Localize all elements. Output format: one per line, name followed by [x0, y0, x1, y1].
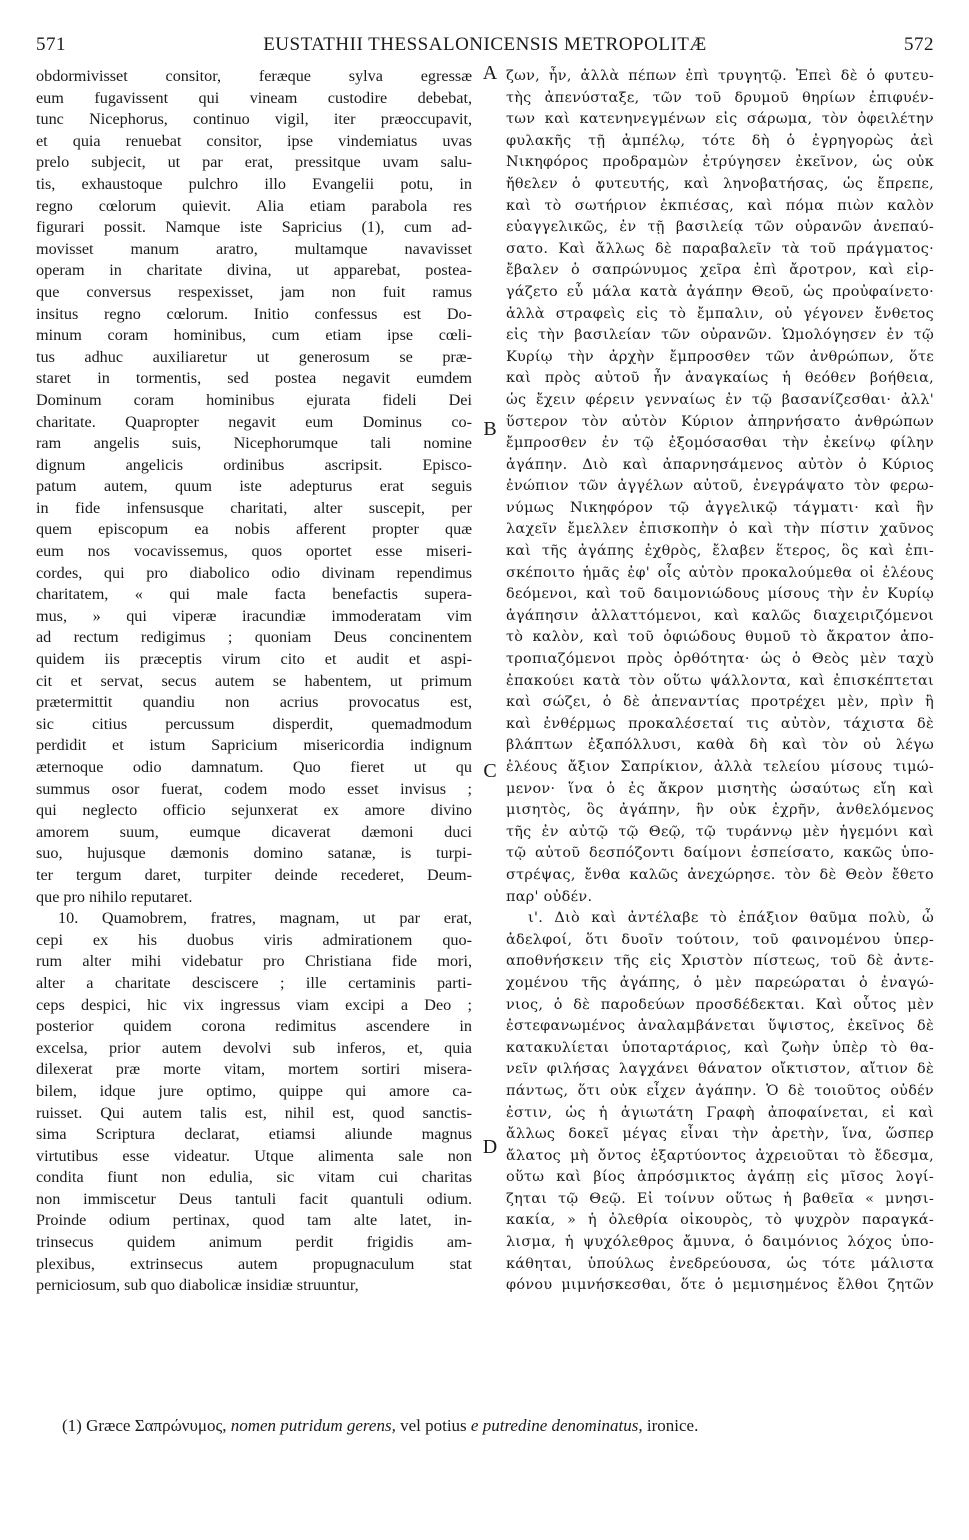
text-line: ζηται τῷ Θεῷ. Εἰ τοίνυν οὕτως ἡ βαθεῖα « μνησι- [506, 1190, 934, 1207]
page-number-right: 572 [904, 34, 934, 55]
text-line: posterior quidem corona redimitus ascendere in [36, 1017, 472, 1036]
text-line: alter a charitate desciscere ; ille certaminis parti- [36, 973, 472, 992]
text-line: τὴς ἀπενύσταξε, τῶν τοῦ δρυμοῦ θηρίων ἐπιφυέν- [506, 89, 934, 106]
text-line: insitus regno cœlorum. Initio confessus est Do- [36, 304, 472, 323]
margin-letter-c: C [483, 760, 497, 782]
text-line: καὶ τὸ σωτήριον ἐκπιέσας, καὶ πόμα πιὼν καλὸν [506, 197, 934, 214]
text-line: ζων, ἦν, ἀλλὰ πέπων ἐπὶ τρυγητῷ. Ἐπεὶ δὲ ὁ φυτευ- [506, 68, 934, 84]
text-line: μενον· ἵνα ὁ ἐς ἄκρον μισητὴς ὡσαύτως εἴη καὶ [506, 780, 934, 797]
text-line: κακία, » ἡ ὀλεθρία οἰκουρὸς, τὸ ψυχρὸν παραγκά- [506, 1212, 934, 1229]
text-line: εὐαγγελικῶς, ἐν τῇ βασιλείᾳ τῶν οὐρανῶν ἀνεπαύ- [506, 219, 934, 236]
text-line: summus osor fuerat, codem modo esset invisus ; [36, 779, 472, 798]
text-line: plexibus, extrinsecus autem propugnaculum stat [36, 1254, 472, 1273]
text-line: ἀγάπησιν ἀλλαττόμενοι, καὶ καλῶς διαχειριζόμενοι [506, 607, 934, 624]
text-line: μισητὸς, ὃς ἀγάπην, ἣν οὐκ ἐχρῆν, ἀνθελόμενος [506, 802, 934, 819]
text-line: πάντως, ὅτι οὐκ εἶχεν ἀγάπην. Ὁ δὲ τοιοῦτος οὐδέν [506, 1082, 934, 1099]
text-line: τῷ αὐτοῦ δεσπόζοντι δαίμονι ἐσπείσατο, κακῶς ὑπο- [506, 845, 934, 862]
text-line: ἐστιν, ὡς ἡ ἁγιωτάτη Γραφὴ ἀποφαίνεται, εἰ καὶ [506, 1104, 934, 1121]
text-line: eum nos vocavissemus, quos oportet esse miseri- [36, 542, 472, 561]
text-line: perniciosum, sub quo diabolicæ insidiæ struuntur, [36, 1276, 359, 1295]
text-line: παρ' οὐδέν. [506, 888, 593, 905]
text-line: figurari possit. Namque iste Sapricius (1), cum ad- [36, 218, 472, 237]
text-line: qui neglecto officio sejunxerat ex amore divino [36, 801, 472, 820]
text-line: virtutibus esse videatur. Utque alimenta sale non [36, 1146, 472, 1165]
text-line: νιος, ὁ δὲ παροδεύων προσδέδεκται. Καὶ οὗτος μὲν [506, 996, 934, 1013]
text-line: ἔμπροσθεν ἐν τῷ ἐξομόσασθαι τὴν ἐκείνῳ φίλην [506, 435, 934, 452]
text-line: τῆς ἐν αὐτῷ τῷ Θεῷ, τῷ τυράννῳ μὲν ἡγεμόνι καὶ [506, 823, 934, 840]
footnote [62, 1416, 922, 1436]
text-line: νεῖν φιλήσας λαγχάνει θάνατον οἴκτιστον, αἴτιον δὲ [506, 1061, 934, 1078]
text-line: ἀγάπην. Διὸ καὶ ἀπαρνησάμενος αὐτὸν ὁ Κύριος [506, 456, 934, 473]
text-line: amorem suum, eumque dicaverat dæmoni duci [36, 822, 472, 841]
text-line: ceps despici, hic vix ingressus viam excipi a Deo ; [36, 995, 472, 1014]
text-line: patum autem, quum iste adepturus erat seguis [36, 477, 472, 496]
text-line: obdormivisset consitor, feræque sylva egressæ [36, 67, 472, 85]
text-line: quem episcopum ea nobis afferent propter quæ [36, 520, 472, 539]
text-line: ἐνώπιον τῶν ἀγγέλων αὐτοῦ, ἐνεγράψατο τὸν φερω- [506, 478, 934, 495]
text-line: charitate. Quapropter negavit eum Dominus co- [36, 412, 472, 431]
text-line: ἀλλὰ στραφεὶς εἰς τὸ ἔμπαλιν, οὐ γέγονεν ἔνθετος [506, 305, 934, 322]
text-line: et quia renuebat consitor, ipse vindemiatus uvas [36, 131, 472, 150]
text-line: tus adhuc auxiliaretur ut generosum se præ- [36, 347, 472, 366]
page-number-left: 571 [36, 34, 66, 55]
text-line: φόνου μιμνήσκεσθαι, ὅτε ὁ μεμισημένος ἔλθοι ζητῶν [506, 1277, 934, 1294]
footnote-marker: (1) Græce [62, 1416, 131, 1435]
text-line: excelsa, prior autem devolvi sub inferos, et, quia [36, 1038, 472, 1057]
text-line: τὸ καλὸν, καὶ τοῦ ὀφιώδους θυμοῦ τὸ ἄκρατον ἀπο- [506, 629, 934, 646]
text-line: λισμα, ἡ ψυχόλεθρος ἄμυνα, ὁ δαιμόνιος λόχος ὑπο- [506, 1234, 934, 1251]
text-line: ἤθελεν ὁ φυτευτής, καὶ ληνοβατήσας, ὡς ἔπρεπε, [506, 175, 934, 192]
text-line: στρέψας, ἔνθα καλῶς ἀνεχώρησε. τὸν δὲ Θεὸν ἔθετο [506, 866, 934, 883]
text-line: ι'. Διὸ καὶ ἀντέλαβε τὸ ἐπάξιον θαῦμα πολὺ, ὦ [528, 910, 934, 927]
text-line: καὶ σώζει, ὁ δὲ ἀπεναντίας προτρέχει μὲν, πρὶν ἢ [506, 694, 934, 711]
text-line: prætermittit quandiu non acrius provocatus est, [36, 693, 472, 712]
text-line: φυλακῆς τῇ ἀμπέλῳ, τότε δὴ ὁ ἐγρηγορὼς ἀεὶ [506, 132, 934, 149]
text-line: βλάπτων ἐξαπόλλυσι, καθὰ δὴ καὶ τὸν οὐ λέγω [506, 737, 934, 754]
text-line: ram angelis suis, Nicephorumque tali nomine [36, 434, 472, 453]
running-header [36, 34, 934, 60]
text-line: καὶ ἐνθέρμως προκαλέσεταί τις αὐτὸν, τάχιστα δὲ [506, 715, 934, 732]
text-line: bilem, idque jure optimo, quippe qui amore ca- [36, 1081, 472, 1100]
text-line: σκέποιτο ἡμᾶς ἐφ' οἷς αὐτὸν προκαλούμεθα οἱ ἐλέους [506, 564, 934, 581]
text-line: αποθνήσκειν τῆς εἰς Χριστὸν πίστεως, τοῦ δὲ ἀντε- [506, 953, 934, 970]
greek-column [506, 66, 934, 1386]
text-line: ἄλατος μὴ ὄντος ἐξαρτύοντος ἀχρειοῦται τὸ ἔδεσμα, [506, 1147, 934, 1164]
latin-column [36, 66, 472, 1386]
text-line: ἐπακούει κατὰ τὸν οὕτω ψάλλοντα, καὶ ἐπισκέπτεται [506, 672, 934, 689]
text-line: cit et servat, secus autem se habentem, ut primum [36, 671, 472, 690]
text-line: prelo subjecit, ut par erat, pressitque uvam salu- [36, 153, 472, 172]
text-line: æternoque odio damnatum. Quo fieret ut qu [36, 758, 472, 776]
text-line: ter tergum daret, turpiter deinde recederet, Deum- [36, 865, 472, 884]
text-line: perdidit et istum Sapricium misericordia indignum [36, 736, 472, 755]
text-line: tunc Nicephorus, continuo vigil, iter præoccupavit, [36, 110, 472, 129]
text-line: mus, » qui viperæ iracundiæ immoderatam vim [36, 606, 472, 625]
text-line: 10. Quamobrem, fratres, magnam, ut par erat, [58, 909, 472, 928]
text-line: Proinde odium pertinax, quod tam alte latet, in- [36, 1211, 472, 1230]
text-line: non immiscetur Deus tantuli facit quantuli odium. [36, 1189, 472, 1208]
text-line: ἀδελφοί, ὅτι δυοῖν τούτοιν, τοῦ φαινομένου ὑπερ- [506, 931, 934, 948]
text-line: ἐλέους ἄξιον Σαπρίκιον, ἀλλὰ τελείου μίσους τιμώ- [506, 759, 934, 775]
text-line: γάζετο εὖ μάλα κατὰ ἀγάπην Θεοῦ, ὡς προὐφαίνετο· [506, 283, 934, 300]
footnote-greek-word: Σαπρώνυμος, [134, 1416, 227, 1435]
text-line: condita fiunt non edulia, sic vitam cui charitas [36, 1168, 472, 1187]
text-line: Dominum coram hominibus ejurata fideli Dei [36, 390, 472, 409]
text-line: cepi ex his duobus viris admirationem quo- [36, 930, 472, 949]
text-line: trinsecus quidem animum perdit frigidis am- [36, 1233, 472, 1252]
text-line: sic citius percussum disperdit, quemadmodum [36, 714, 472, 733]
footnote-end: ironice. [646, 1416, 699, 1435]
text-line: τροπιαζόμενοι πρὸς ὀρθότητα· ὡς ὁ Θεὸς μὲν ταχὺ [506, 651, 934, 668]
text-line: νύμως Νικηφόρον τῷ ἀγγελικῷ τάγματι· καὶ ἣν [506, 499, 934, 516]
text-line: que pro nihilo reputaret. [36, 887, 193, 906]
text-line: Νικηφόρος προδραμὼν ἐτρύγησεν ἐκεῖνον, ὡς οὐκ [506, 154, 934, 171]
text-line: κάθηται, ὑπούλως ἐνεδρεύουσα, ὡς τότε μάλιστα [506, 1255, 934, 1272]
text-line: λαχεῖν ἔμελλεν ἐπισκοπὴν ὁ καὶ τὴν πίστιν χαῦνος [506, 521, 934, 538]
text-line: quidem iis præceptis virum cito et audit et aspi- [36, 650, 472, 669]
text-line: Κυρίῳ τὴν ἀρχὴν ἔμπροσθεν τῶν ἀνθρώπων, ὅτε [506, 348, 934, 365]
text-line: sima Scriptura declarat, etiamsi aliunde magnus [36, 1125, 472, 1144]
text-line: ἔβαλεν ὁ σαπρώνυμος χεῖρα ἐπὶ ἄροτρον, καὶ εἰρ- [506, 262, 934, 279]
margin-letter-b: B [483, 418, 497, 440]
text-line: staret in tormentis, sed postea negavit eumdem [36, 369, 472, 388]
text-line: ruisset. Qui autem talis est, nihil est, quod sanctis- [36, 1103, 472, 1122]
running-title: EUSTATHII THESSALONICENSIS METROPOLITÆ [263, 34, 707, 55]
text-line: ἐστεφανωμένος ἀναλαμβάνεται ὕψιστος, ἐκεῖνος δὲ [506, 1018, 934, 1035]
text-line: ad rectum redigimus ; quoniam Deus concinentem [36, 628, 472, 647]
text-line: οὕτω καὶ βίος ἀπρόσμικτος ἀγάπῃ εἰς μῖσος λογί- [506, 1169, 934, 1186]
text-line: ὕστερον τὸν αὐτὸν Κύριον ἀπηρνήσατο ἀνθρώπων [506, 413, 934, 430]
text-line: que conversus respexisset, jam non fuit ramus [36, 282, 472, 301]
text-line: minum coram hominibus, cum etiam ipse cœli- [36, 326, 472, 345]
text-line: καὶ πρὸς αὐτοῦ ἦν ἀναγκαίως ἡ θεόθεν βοήθεια, [506, 370, 934, 387]
footnote-gloss-2: e putredine denominatus, [470, 1416, 643, 1435]
text-line: movisset manum aratro, multamque navavisset [36, 239, 472, 258]
text-line: δεόμενοι, καὶ τοῦ δαιμονιώδους μίσους τὴν ἐν Κυρίῳ [506, 586, 934, 603]
text-line: σατο. Καὶ ἄλλως δὲ παραβαλεῖν τὰ τοῦ πράγματος· [506, 240, 934, 257]
text-line: εἰς τὴν βασιλείαν τῶν οὐρανῶν. Ὡμολόγησεν ἐν τῷ [506, 327, 934, 344]
text-line: κατακυλίεται ὑποταρτάριος, καὶ ζωὴν ὑπὲρ τὸ θα- [506, 1039, 934, 1056]
text-line: των καὶ κατενηνεγμένων εἰς σάρωμα, τὸν ὀφειλέτην [506, 111, 934, 128]
text-line: καὶ τῆς ἀγάπης ἐχθρὸς, ἔλαβεν ἕτερος, ὃς καὶ ἐπι- [506, 543, 934, 560]
margin-letter-d: D [482, 1136, 498, 1158]
footnote-middle: vel potius [400, 1416, 467, 1435]
text-line: rum alter mihi videbatur pro Christiana fide mori, [36, 952, 472, 971]
text-line: ὡς ἔχειν φέρειν γενναίως ἐν τῷ βασανίζεσθαι· ἀλλ' [506, 391, 934, 408]
text-line: χομένου τῆς ἀγάπης, ὁ μὲν παρεώραται ὁ ἐναγώ- [506, 974, 934, 991]
text-line: operam in charitate divina, ut apparebat, postea- [36, 261, 472, 280]
margin-letter-a: A [482, 62, 498, 84]
text-line: regno cœlorum quievit. Alia etiam parabola res [36, 196, 472, 215]
text-line: cordes, qui pro diabolico odio divinam rependimus [36, 563, 472, 582]
text-line: in fide infensusque charitati, alter suscepit, per [36, 498, 472, 517]
text-line: tis, exhaustoque pulchro illo Evangelii potu, in [36, 174, 472, 193]
text-line: dilexerat præ morte vitam, mortem sortiri misera- [36, 1060, 472, 1079]
footnote-gloss-1: nomen putridum gerens, [230, 1416, 396, 1435]
text-line: charitatem, « qui male facta benefactis supera- [36, 585, 472, 604]
text-line: dignum angelicis ordinibus ascripsit. Episco- [36, 455, 472, 474]
text-line: suo, hujusque dæmonis domino satanæ, is turpi- [36, 844, 472, 863]
text-line: eum fugavissent qui vineam custodire debebat, [36, 88, 472, 107]
text-line: ἄλλως δοκεῖ μέγας εἶναι τὴν ἀρετὴν, ἵνα, ὥσπερ [506, 1126, 934, 1143]
